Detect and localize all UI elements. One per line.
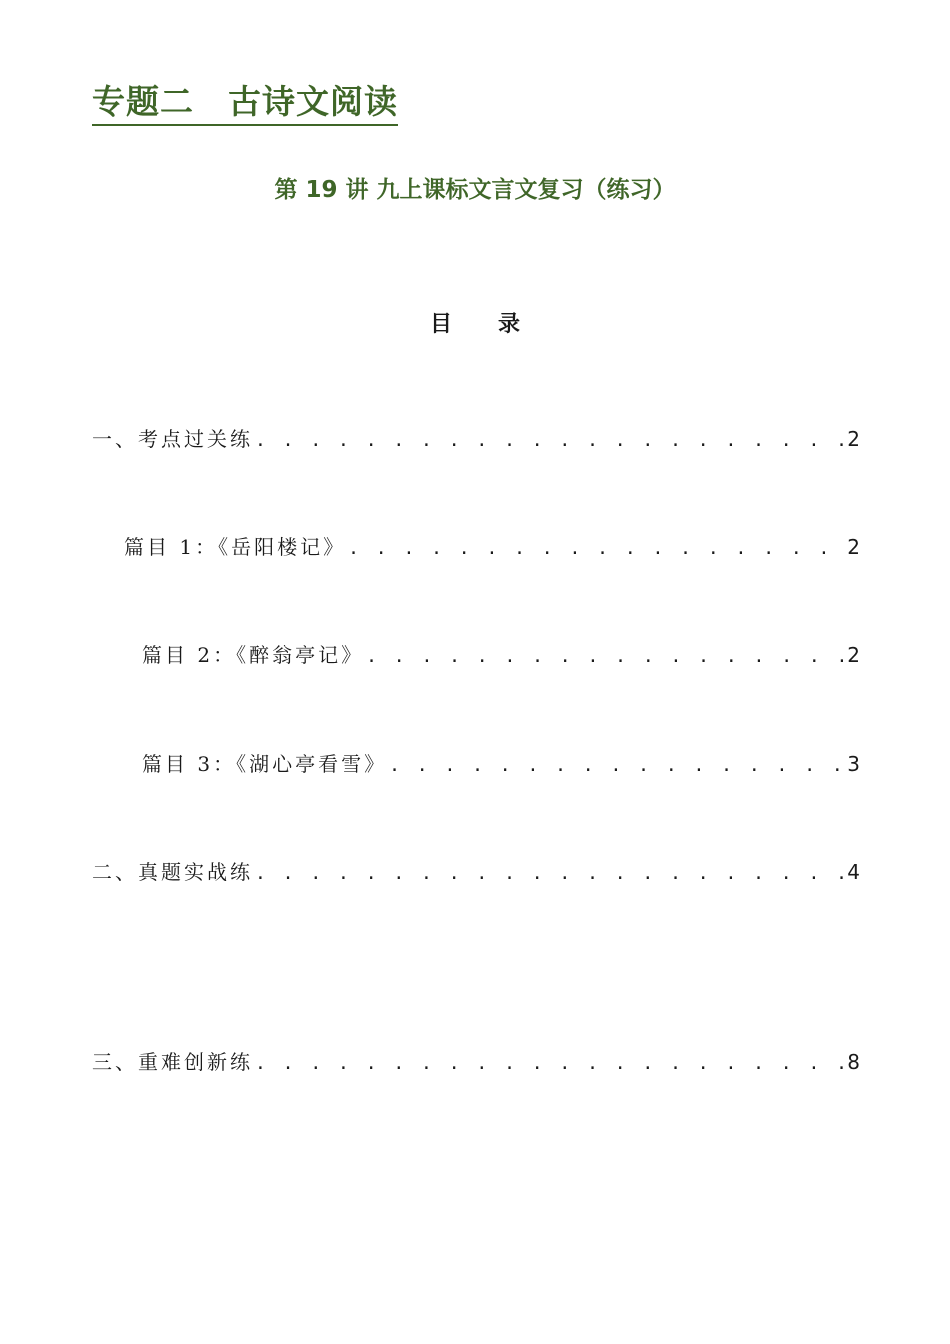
toc-dot-leader [348,534,843,564]
toc-entry-page: 2 [847,535,860,559]
toc-entry-kaodian[interactable] [92,424,860,456]
toc-entry-zhenti[interactable] [92,857,860,889]
toc-entry-page: 3 [847,752,860,776]
toc-heading: 目录 [429,311,566,337]
toc-entry-label: 三、重难创新练 [92,1050,253,1074]
toc-dot-leader [366,642,843,672]
toc-entry-label: 篇目 2：《醉翁亭记》 [142,643,365,667]
toc-entry-page: 2 [847,427,860,451]
toc-dot-leader [389,751,843,781]
toc-entry-zuiwengting[interactable] [142,640,860,672]
toc-entry-label: 二、真题实战练 [92,860,253,884]
toc-entry-zhongnan[interactable] [92,1047,860,1079]
toc-entry-label: 篇目 3：《湖心亭看雪》 [142,752,388,776]
toc-entry-label: 篇目 1：《岳阳楼记》 [124,535,347,559]
toc-dot-leader [255,1049,843,1079]
toc-entry-label: 一、考点过关练 [92,427,253,451]
toc-dot-leader [255,426,843,456]
lecture-title: 第 19 讲 九上课标文言文复习（练习） [274,177,676,203]
topic-title: 专题二 古诗文阅读 [92,80,398,126]
toc-entry-page: 8 [847,1050,860,1074]
toc-entry-page: 2 [847,643,860,667]
toc-entry-yueyanglou[interactable] [124,532,860,564]
toc-entry-page: 4 [847,860,860,884]
toc-entry-huxinting[interactable] [142,749,860,781]
toc-dot-leader [255,859,843,889]
